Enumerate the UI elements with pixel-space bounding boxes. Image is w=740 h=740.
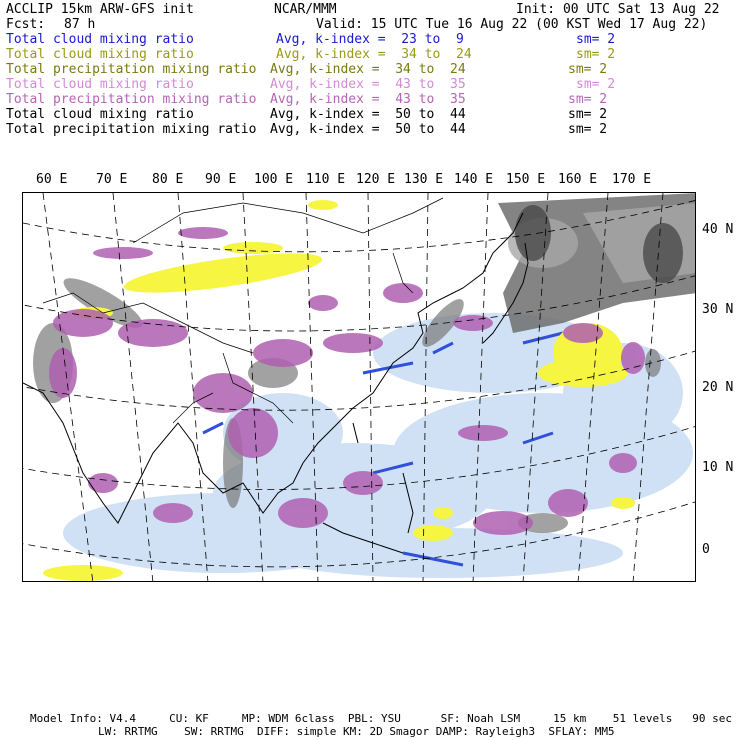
field-name: Total cloud mixing ratio (6, 107, 194, 122)
field-smoothing: sm= 2 (568, 107, 608, 122)
field-smoothing: sm= 2 (568, 62, 608, 77)
field-avg: Avg, k-index = 34 to 24 (276, 47, 472, 62)
latitude-label: 20 N (702, 380, 734, 395)
field-avg: Avg, k-index = 43 to 35 (270, 77, 466, 92)
forecast-hour: 87 h (64, 17, 96, 32)
longitude-label: 60 E (36, 172, 68, 187)
map-canvas (23, 193, 696, 582)
field-name: Total cloud mixing ratio (6, 47, 194, 62)
model-info-line2: LW: RRTMG SW: RRTMG DIFF: simple KM: 2D Smagor DAMP: Rayleigh3 SFLAY: MM5 (98, 725, 615, 738)
longitude-label: 130 E (404, 172, 444, 187)
model-title: ACCLIP 15km ARW-GFS init (6, 2, 194, 17)
forecast-label: Fcst: (6, 17, 46, 32)
center-label: NCAR/MMM (274, 2, 337, 17)
field-avg: Avg, k-index = 50 to 44 (270, 107, 466, 122)
field-avg: Avg, k-index = 34 to 24 (270, 62, 466, 77)
longitude-label: 80 E (152, 172, 184, 187)
field-smoothing: sm= 2 (576, 47, 616, 62)
longitude-label: 160 E (558, 172, 598, 187)
model-info-line1: Model Info: V4.4 CU: KF MP: WDM 6class PBL: YSU SF: Noah LSM 15 km 51 levels 90 sec (30, 712, 732, 725)
longitude-label: 150 E (506, 172, 546, 187)
field-smoothing: sm= 2 (568, 122, 608, 137)
field-smoothing: sm= 2 (568, 92, 608, 107)
longitude-label: 170 E (612, 172, 652, 187)
longitude-label: 110 E (306, 172, 346, 187)
valid-time: Valid: 15 UTC Tue 16 Aug 22 (00 KST Wed 17 Aug 22) (316, 17, 708, 32)
field-name: Total cloud mixing ratio (6, 32, 194, 47)
init-time: Init: 00 UTC Sat 13 Aug 22 (516, 2, 720, 17)
field-smoothing: sm= 2 (576, 32, 616, 47)
latitude-label: 10 N (702, 460, 734, 475)
field-smoothing: sm= 2 (576, 77, 616, 92)
field-name: Total precipitation mixing ratio (6, 62, 257, 77)
latitude-label: 0 (702, 542, 710, 557)
field-avg: Avg, k-index = 43 to 35 (270, 92, 466, 107)
latitude-label: 40 N (702, 222, 734, 237)
longitude-label: 90 E (205, 172, 237, 187)
field-name: Total precipitation mixing ratio (6, 92, 257, 107)
field-name: Total cloud mixing ratio (6, 77, 194, 92)
longitude-label: 70 E (96, 172, 128, 187)
longitude-label: 100 E (254, 172, 294, 187)
longitude-label: 120 E (356, 172, 396, 187)
field-name: Total precipitation mixing ratio (6, 122, 257, 137)
longitude-label: 140 E (454, 172, 494, 187)
map-panel (22, 192, 696, 582)
latitude-label: 30 N (702, 302, 734, 317)
field-avg: Avg, k-index = 23 to 9 (276, 32, 464, 47)
field-avg: Avg, k-index = 50 to 44 (270, 122, 466, 137)
